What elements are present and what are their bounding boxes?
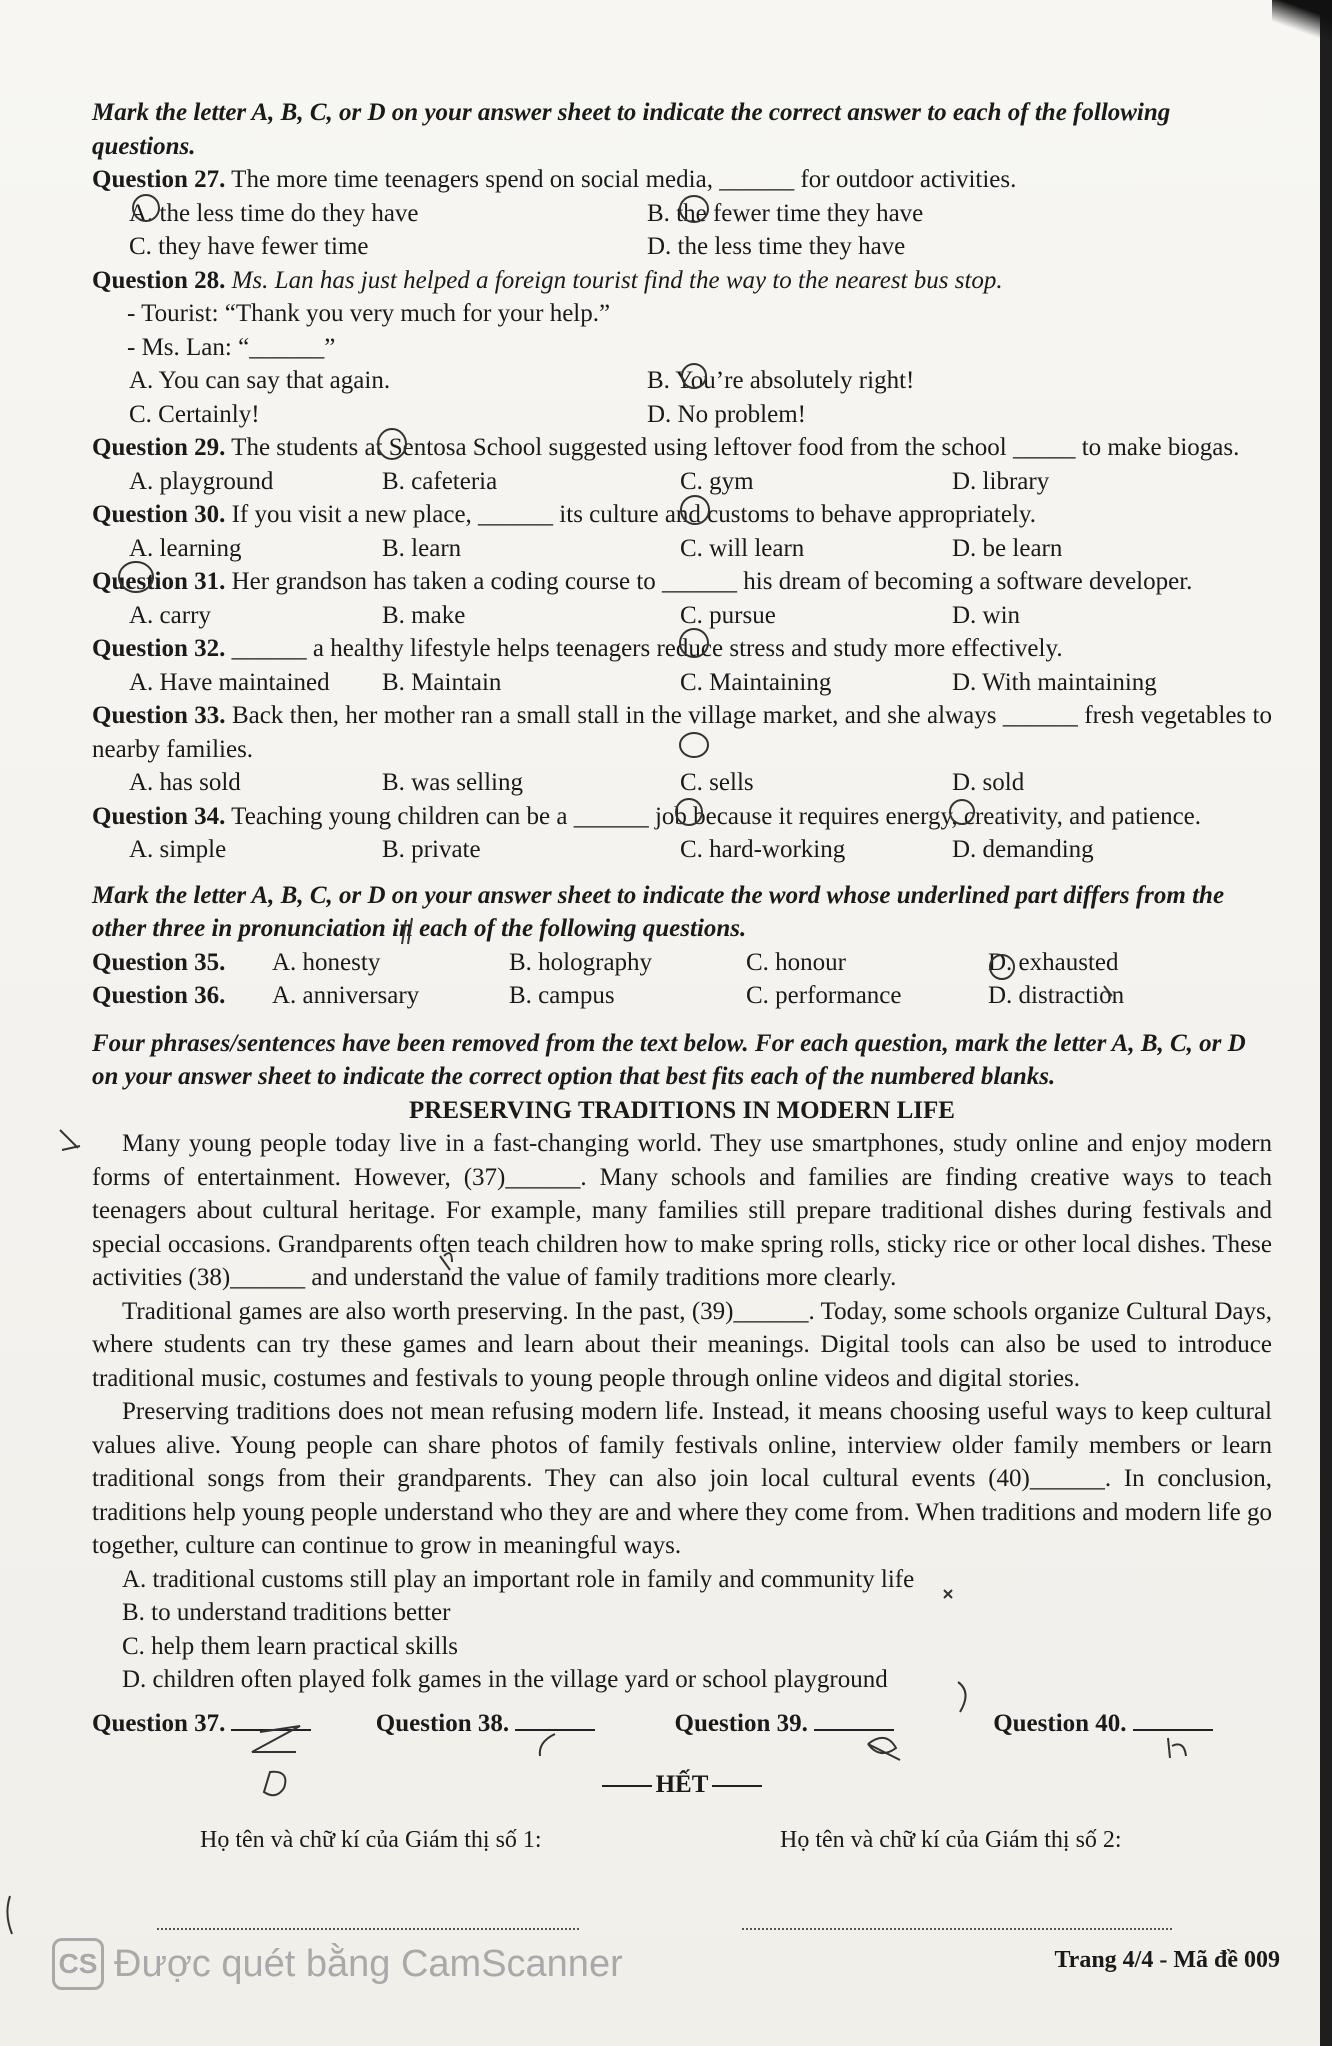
answer-blank	[515, 1705, 595, 1731]
option-d: D. library	[952, 467, 1050, 495]
question-stem: Her grandson has taken a coding course to ______ his dream of becoming a software developer.	[231, 568, 1193, 595]
passage-paragraph-3: Preserving traditions does not mean refusing modern life. Instead, it means choosing useful ways to keep cultural values alive. Young people can share photos of family festivals online, interview older family members or learn traditional songs from their grandparents. They can also join local cultural events (40)______. In conclusion, traditions help young people understand who they are and where they come from. When traditions and modern life go together, culture can continue to grow in meaningful ways.	[92, 1398, 1272, 1559]
question-stem: ______ a healthy lifestyle helps teenagers reduce stress and study more effectively.	[231, 635, 1063, 662]
question-label: Question 27.	[92, 166, 226, 193]
end-dash-right	[712, 1785, 762, 1787]
options-33	[92, 766, 1272, 800]
passage-title: PRESERVING TRADITIONS IN MODERN LIFE	[409, 1096, 955, 1124]
option-d: D. the less time they have	[647, 233, 906, 260]
option-b: B. learn	[382, 534, 462, 562]
option-c: C. gym	[680, 467, 754, 495]
page-number: Trang 4/4 - Mã đề 009	[1054, 1947, 1280, 1973]
scan-corner	[1272, 0, 1332, 40]
question-33	[92, 699, 1272, 766]
option-d: D. distraction	[988, 982, 1125, 1009]
answer-blank	[231, 1705, 311, 1731]
end-dash-left	[602, 1785, 652, 1787]
question-34	[92, 800, 1272, 834]
options-28-row1	[92, 364, 1272, 398]
question-stem: Ms. Lan has just helped a foreign tourist find the way to the nearest bus stop.	[231, 266, 1003, 294]
end-text: HẾT	[655, 1771, 709, 1798]
question-label: Question 33.	[92, 702, 226, 729]
option-a: A. honesty	[272, 948, 381, 976]
passage-paragraph-2: Traditional games are also worth preserving. In the past, (39)______. Today, some schools organize Cultural Days, where students can try these games and learn about their meanings. Digital tools can also be used to introduce traditional music, costumes and festivals to young people through online videos and digital stories.	[92, 1297, 1272, 1392]
option-b: B. was selling	[382, 769, 523, 796]
question-label: Question 30.	[92, 501, 226, 528]
exam-content	[92, 96, 1272, 1857]
section3-instruction: Four phrases/sentences have been removed from the text below. For each question, mark the letter A, B, C, or D on your answer sheet to indicate the correct option that best fits each of the numbered blanks.	[92, 1029, 1246, 1090]
question-label: Question 35.	[92, 948, 226, 976]
option-c: C. hard-working	[680, 836, 846, 863]
option-d: D. sold	[952, 769, 1025, 796]
option-c: C. will learn	[680, 534, 805, 562]
options-27-row1	[92, 197, 1272, 231]
passage-paragraph-1: Many young people today live in a fast-changing world. They use smartphones, study online and enjoy modern forms of entertainment. However, (37)______. Many schools and families are finding creative ways to teach teenagers about cultural heritage. For example, many families still prepare traditional dishes during festivals and special occasions. Grandparents often teach children how to make spring rolls, sticky rice or other local dishes. These activities (38)______ and understand the value of family traditions more clearly.	[92, 1130, 1272, 1291]
passage-option-b: B. to understand traditions better	[122, 1599, 451, 1626]
question-stem: The more time teenagers spend on social media, ______ for outdoor activities.	[231, 166, 1017, 193]
option-d: D. No problem!	[647, 400, 806, 428]
camscanner-logo: CS	[52, 1938, 104, 1990]
answer-37	[92, 1705, 376, 1741]
question-36	[92, 979, 1272, 1013]
options-29	[92, 465, 1272, 499]
option-b: B. holography	[509, 948, 653, 976]
scan-edge	[1320, 0, 1332, 2046]
option-b: B. Maintain	[382, 668, 502, 696]
question-label: Question 29.	[92, 434, 226, 461]
option-a: A. has sold	[129, 769, 241, 796]
option-b: B. campus	[509, 982, 615, 1009]
answer-blanks	[92, 1705, 1272, 1741]
option-d: D. demanding	[952, 836, 1094, 863]
options-28-row2	[92, 398, 1272, 432]
answer-38	[376, 1705, 675, 1741]
options-32	[92, 666, 1272, 700]
option-b: B. the fewer time they have	[647, 199, 924, 227]
section2-instruction: Mark the letter A, B, C, or D on your answer sheet to indicate the word whose underlined part differs from the other three in pronunciation in each of the following questions.	[92, 881, 1225, 942]
passage-option-d: D. children often played folk games in the village yard or school playground	[122, 1666, 888, 1693]
dialog-line-1: - Tourist: “Thank you very much for your help.”	[127, 300, 611, 327]
option-a: A. carry	[129, 601, 211, 629]
pencil-stroke	[7, 1896, 12, 1934]
option-c: C. honour	[746, 948, 846, 976]
answer-label: Question 39.	[674, 1709, 808, 1737]
answer-blank	[814, 1705, 894, 1731]
question-stem: If you visit a new place, ______ its culture and customs to behave appropriately.	[231, 501, 1037, 528]
answer-39	[675, 1705, 994, 1741]
end-marker	[92, 1768, 1272, 1802]
option-c: C. Certainly!	[129, 400, 260, 428]
question-30	[92, 498, 1272, 532]
option-b: B. make	[382, 601, 466, 629]
option-a: A. playground	[129, 467, 274, 495]
option-a: A. the less time do they have	[129, 199, 419, 227]
option-a: A. simple	[129, 836, 227, 863]
option-c: C. Maintaining	[680, 668, 832, 696]
option-a: A. anniversary	[272, 982, 420, 1009]
answer-40	[993, 1705, 1272, 1741]
options-27-row2	[92, 230, 1272, 264]
answer-blank	[1133, 1705, 1213, 1731]
question-label: Question 28.	[92, 266, 226, 294]
options-34	[92, 833, 1272, 867]
question-32	[92, 632, 1272, 666]
question-label: Question 32.	[92, 635, 226, 662]
option-c: C. they have fewer time	[129, 233, 369, 260]
options-30	[92, 532, 1272, 566]
question-stem: Teaching young children can be a ______ job because it requires energy, creativity, and patience.	[231, 802, 1202, 830]
question-28	[92, 264, 1272, 298]
dialog-line-2: - Ms. Lan: “______”	[127, 333, 336, 361]
question-stem: The students at Sentosa School suggested using leftover food from the school _____ to make biogas.	[231, 434, 1240, 461]
option-b: B. You’re absolutely right!	[647, 367, 915, 394]
section1-instruction: Mark the letter A, B, C, or D on your answer sheet to indicate the correct answer to each of the following questions.	[92, 99, 1171, 160]
signature-label-2: Họ tên và chữ kí của Giám thị số 2:	[780, 1826, 1122, 1853]
option-d: D. be learn	[952, 534, 1063, 562]
option-d: D. win	[952, 601, 1021, 629]
option-c: C. sells	[680, 769, 754, 796]
answer-label: Question 38.	[375, 1709, 510, 1737]
camscanner-text: Được quét bằng CamScanner	[114, 1942, 623, 1985]
question-35	[92, 946, 1272, 980]
signature-line-2	[742, 1928, 1172, 1930]
options-31	[92, 599, 1272, 633]
option-d: D. exhausted	[988, 948, 1119, 976]
answer-label: Question 40.	[993, 1709, 1127, 1737]
signature-row	[92, 1824, 1272, 1858]
option-a: A. learning	[129, 534, 242, 562]
signature-line-1	[157, 1928, 579, 1930]
signature-label-1: Họ tên và chữ kí của Giám thị số 1:	[200, 1826, 542, 1853]
option-c: C. performance	[746, 982, 902, 1009]
question-stem: Back then, her mother ran a small stall in the village market, and she always ______ fresh vegetables to nearby families.	[92, 702, 1273, 763]
pencil-stroke	[60, 1130, 80, 1150]
passage-option-c: C. help them learn practical skills	[122, 1632, 459, 1660]
camscanner-watermark	[52, 1938, 623, 1990]
option-a: A. You can say that again.	[129, 367, 391, 394]
passage-option-a: A. traditional customs still play an important role in family and community life	[122, 1565, 915, 1593]
answer-label: Question 37.	[92, 1709, 226, 1737]
option-d: D. With maintaining	[952, 668, 1157, 696]
question-label: Question 31.	[92, 568, 226, 595]
option-a: A. Have maintained	[129, 668, 330, 696]
question-29	[92, 431, 1272, 465]
question-27	[92, 163, 1272, 197]
option-b: B. private	[382, 836, 481, 863]
question-label: Question 34.	[92, 802, 226, 830]
option-c: C. pursue	[680, 601, 776, 629]
option-b: B. cafeteria	[382, 467, 498, 495]
question-31	[92, 565, 1272, 599]
question-label: Question 36.	[92, 982, 226, 1009]
